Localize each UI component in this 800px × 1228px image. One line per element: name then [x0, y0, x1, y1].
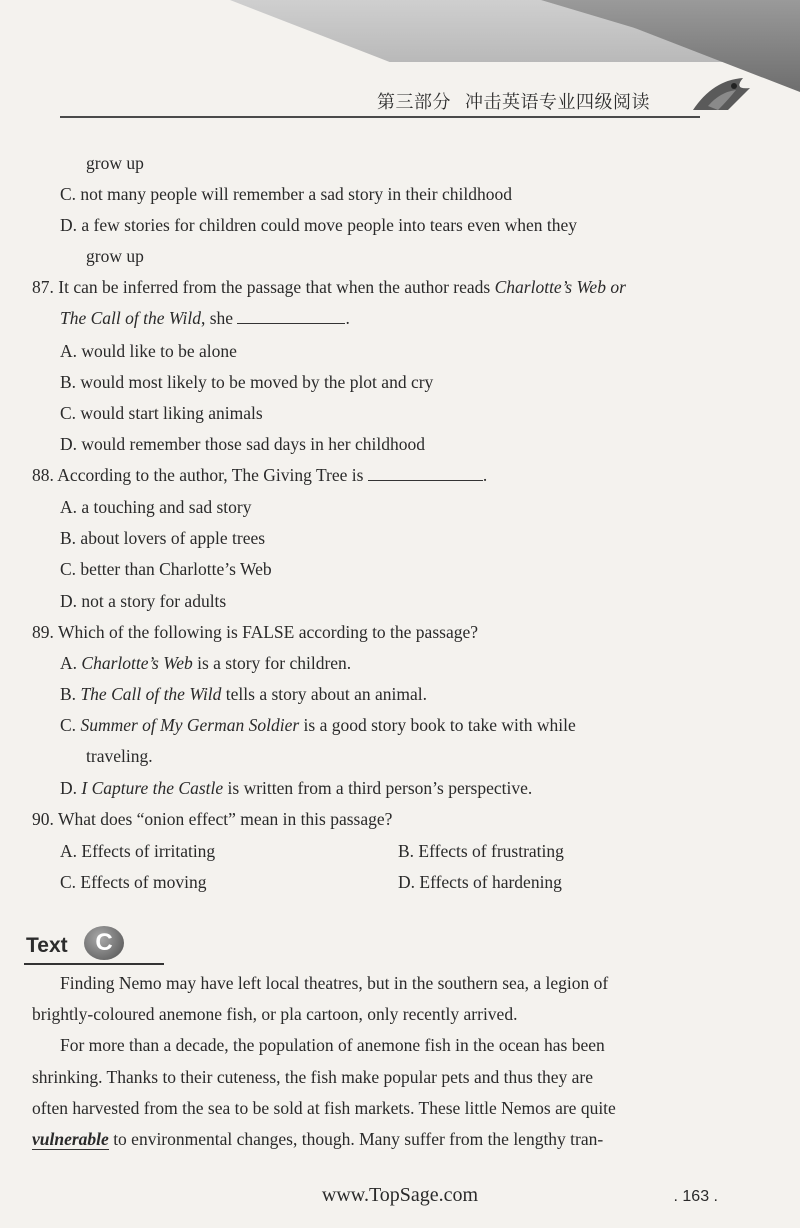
- option-c: C. not many people will remember a sad story in their childhood: [60, 184, 512, 204]
- option-label: A.: [60, 653, 82, 673]
- option-d: [60, 777, 532, 799]
- header-section: 第三部分: [377, 92, 451, 113]
- answer-blank: [237, 309, 345, 324]
- option-c: C. better than Charlotte’s Web: [60, 559, 272, 579]
- header-rule: [60, 116, 700, 118]
- paragraph-text: to environmental changes, though. Many suffer from the lengthy tran-: [108, 1129, 604, 1149]
- question-stem: What does “onion effect” mean in this passage?: [57, 809, 393, 829]
- option-d: D. Effects of hardening: [398, 872, 562, 892]
- question-88: 88. According to the author, The Giving Tree is .: [32, 465, 488, 485]
- option-text: is a story for children.: [192, 653, 352, 673]
- text-line: grow up: [86, 153, 144, 173]
- option-a: A. a touching and sad story: [60, 497, 252, 517]
- paragraph-line: brightly-coloured anemone fish, or pla cartoon, only recently arrived.: [32, 1004, 518, 1024]
- text-line: grow up: [86, 246, 144, 266]
- option-d: D. a few stories for children could move people into tears even when they: [60, 215, 578, 235]
- question-number: 90.: [32, 809, 54, 829]
- question-stem: , she: [200, 308, 234, 328]
- option-b: B. Effects of frustrating: [398, 841, 564, 861]
- option-c: C. Effects of moving: [60, 872, 207, 892]
- option-c: C. would start liking animals: [60, 403, 263, 423]
- footer-url: www.TopSage.com: [321, 1184, 479, 1206]
- answer-blank: [368, 466, 483, 481]
- text-line: traveling.: [86, 746, 153, 766]
- book-title: Charlotte’s Web or: [494, 277, 626, 297]
- option-b: B. about lovers of apple trees: [60, 528, 266, 548]
- option-b: B. would most likely to be moved by the plot and cry: [60, 372, 434, 392]
- option-text: is a good story book to take with while: [299, 715, 576, 735]
- badge-letter: C: [84, 926, 124, 960]
- question-90: [32, 808, 392, 830]
- book-title: I Capture the Castle: [81, 778, 224, 798]
- question-87-cont: The Call of the Wild, she .: [60, 308, 350, 328]
- option-label: C.: [60, 715, 81, 735]
- paragraph-line: often harvested from the sea to be sold at fish markets. These little Nemos are quite: [32, 1098, 616, 1118]
- vocab-word: vulnerable: [32, 1129, 109, 1149]
- question-number: 89.: [32, 622, 54, 642]
- book-title: The Call of the Wild: [80, 684, 222, 704]
- paragraph-line: Finding Nemo may have left local theatres, but in the southern sea, a legion of: [60, 973, 609, 993]
- paragraph-line: [32, 1128, 603, 1150]
- option-a: [60, 652, 351, 674]
- option-a: A. would like to be alone: [60, 341, 237, 361]
- option-b: [60, 683, 427, 705]
- book-title: The Call of the Wild: [60, 308, 201, 328]
- badge-rule: [24, 963, 164, 965]
- option-c: [60, 714, 576, 736]
- mascot-icon: [688, 70, 758, 120]
- paragraph-line: shrinking. Thanks to their cuteness, the fish make popular pets and thus they are: [32, 1067, 594, 1087]
- option-text: tells a story about an animal.: [221, 684, 427, 704]
- book-title: Summer of My German Soldier: [80, 715, 300, 735]
- book-title: Charlotte’s Web: [81, 653, 193, 673]
- option-d: D. not a story for adults: [60, 591, 227, 611]
- question-87: [32, 276, 626, 298]
- paragraph-line: For more than a decade, the population of anemone fish in the ocean has been: [60, 1035, 605, 1055]
- option-label: D.: [60, 778, 82, 798]
- question-stem: Which of the following is FALSE according to the passage?: [57, 622, 478, 642]
- option-a: A. Effects of irritating: [60, 841, 216, 861]
- page-number: . 163 .: [673, 1188, 718, 1205]
- option-label: B.: [60, 684, 81, 704]
- question-number: 88.: [32, 465, 54, 485]
- question-89: [32, 621, 478, 643]
- question-number: 87.: [32, 277, 54, 297]
- running-header: [377, 88, 650, 114]
- question-stem: It can be inferred from the passage that when the author reads: [58, 277, 495, 297]
- option-d: D. would remember those sad days in her childhood: [60, 434, 425, 454]
- question-stem: According to the author, The Giving Tree is: [57, 465, 364, 485]
- text-c-badge: [24, 926, 142, 970]
- header-title: 冲击英语专业四级阅读: [465, 92, 650, 113]
- option-text: is written from a third person’s perspective.: [223, 778, 533, 798]
- badge-label: Text: [26, 934, 68, 957]
